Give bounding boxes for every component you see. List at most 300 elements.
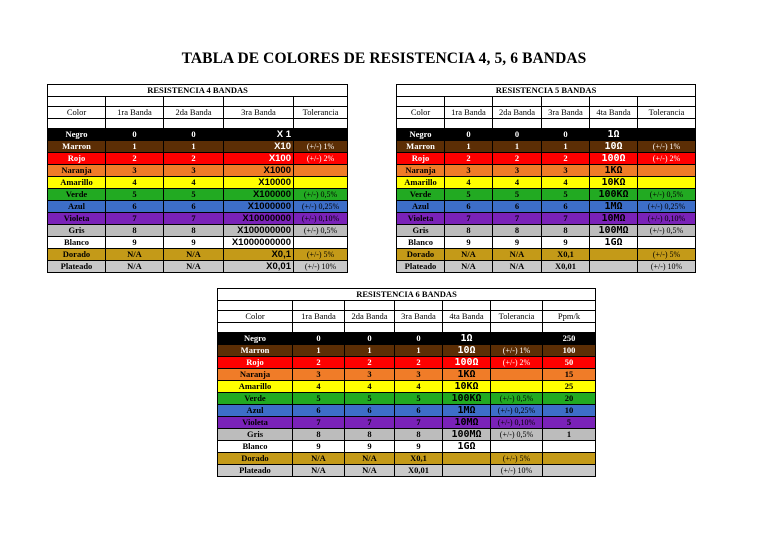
value-cell: 5 <box>395 393 443 405</box>
value-cell: 3 <box>445 165 493 177</box>
value-cell: N/A <box>164 249 224 261</box>
spacer-cell <box>543 323 596 333</box>
color-name-cell: Violeta <box>397 213 445 225</box>
spacer-cell <box>493 119 542 129</box>
column-header: Ppm/k <box>543 311 596 323</box>
color-name-cell: Negro <box>218 333 293 345</box>
value-cell: 15 <box>543 369 596 381</box>
value-cell: 5 <box>542 189 590 201</box>
value-cell: 0 <box>445 129 493 141</box>
color-name-cell: Azul <box>218 405 293 417</box>
value-cell: X1000 <box>224 165 294 177</box>
value-cell: (+/-) 2% <box>638 153 696 165</box>
header-row <box>218 311 596 323</box>
spacer-cell <box>218 301 293 311</box>
value-cell: 6 <box>164 201 224 213</box>
column-header: 3ra Banda <box>542 107 590 119</box>
value-cell: 3 <box>293 369 345 381</box>
value-cell: 1 <box>542 141 590 153</box>
value-cell: X10000000 <box>224 213 294 225</box>
value-cell: 2 <box>164 153 224 165</box>
color-name-cell: Dorado <box>218 453 293 465</box>
value-cell: 9 <box>164 237 224 249</box>
value-cell: 8 <box>293 429 345 441</box>
value-cell: 7 <box>395 417 443 429</box>
spacer-cell <box>638 119 696 129</box>
table-row <box>48 213 348 225</box>
color-name-cell: Plateado <box>397 261 445 273</box>
color-name-cell: Verde <box>218 393 293 405</box>
header-row <box>48 107 348 119</box>
spacer-cell <box>106 119 164 129</box>
value-cell: 4 <box>493 177 542 189</box>
color-name-cell: Rojo <box>48 153 106 165</box>
table-row <box>218 345 596 357</box>
table-row <box>48 177 348 189</box>
value-cell: X10 <box>224 141 294 153</box>
value-cell: (+/-) 0,10% <box>638 213 696 225</box>
table-row <box>48 129 348 141</box>
value-cell: 8 <box>493 225 542 237</box>
value-cell: 0 <box>395 333 443 345</box>
table-row <box>48 165 348 177</box>
value-cell <box>491 441 543 453</box>
table-5-bandas <box>396 84 695 273</box>
table-row <box>397 201 696 213</box>
value-cell: (+/-) 0,5% <box>638 189 696 201</box>
spacer-cell <box>224 119 294 129</box>
table-row <box>397 237 696 249</box>
value-cell: 6 <box>395 405 443 417</box>
value-cell: 100MΩ <box>590 225 638 237</box>
value-cell: 10KΩ <box>443 381 491 393</box>
value-cell: 2 <box>345 357 395 369</box>
color-name-cell: Azul <box>48 201 106 213</box>
value-cell: 1KΩ <box>443 369 491 381</box>
spacer-cell <box>293 301 345 311</box>
value-cell: 0 <box>106 129 164 141</box>
resistor-table <box>217 288 596 477</box>
value-cell: 5 <box>493 189 542 201</box>
color-name-cell: Amarillo <box>218 381 293 393</box>
spacer-cell <box>395 301 443 311</box>
color-name-cell: Plateado <box>218 465 293 477</box>
color-name-cell: Gris <box>48 225 106 237</box>
value-cell: 10 <box>543 405 596 417</box>
spacer-cell <box>294 119 348 129</box>
value-cell: 8 <box>542 225 590 237</box>
value-cell: (+/-) 0,5% <box>491 429 543 441</box>
color-name-cell: Rojo <box>397 153 445 165</box>
value-cell: 6 <box>345 405 395 417</box>
table-row <box>48 237 348 249</box>
value-cell: 9 <box>293 441 345 453</box>
table-row <box>48 153 348 165</box>
table-row <box>218 465 596 477</box>
value-cell: 7 <box>106 213 164 225</box>
value-cell: 2 <box>493 153 542 165</box>
value-cell: (+/-) 1% <box>491 345 543 357</box>
value-cell: (+/-) 0,25% <box>491 405 543 417</box>
column-header: 2da Banda <box>493 107 542 119</box>
table-4-bandas <box>47 84 347 273</box>
value-cell: (+/-) 5% <box>294 249 348 261</box>
value-cell: 1Ω <box>443 333 491 345</box>
spacer-cell <box>395 323 443 333</box>
value-cell: X0,1 <box>395 453 443 465</box>
spacer-cell <box>445 119 493 129</box>
value-cell <box>638 237 696 249</box>
value-cell: (+/-) 0,25% <box>294 201 348 213</box>
table-row <box>397 177 696 189</box>
value-cell: 9 <box>106 237 164 249</box>
value-cell: 6 <box>493 201 542 213</box>
value-cell: 100 <box>543 345 596 357</box>
color-name-cell: Dorado <box>48 249 106 261</box>
value-cell: X 1 <box>224 129 294 141</box>
value-cell: 5 <box>106 189 164 201</box>
column-header: Color <box>397 107 445 119</box>
value-cell: N/A <box>445 261 493 273</box>
value-cell: 1 <box>106 141 164 153</box>
value-cell: 250 <box>543 333 596 345</box>
value-cell <box>294 129 348 141</box>
value-cell <box>543 465 596 477</box>
value-cell: 1GΩ <box>590 237 638 249</box>
value-cell: 2 <box>445 153 493 165</box>
value-cell: 7 <box>542 213 590 225</box>
table-row <box>48 201 348 213</box>
table-row <box>218 333 596 345</box>
value-cell: (+/-) 0,25% <box>638 201 696 213</box>
value-cell: 4 <box>164 177 224 189</box>
table-row <box>48 225 348 237</box>
value-cell: 7 <box>164 213 224 225</box>
value-cell: 10KΩ <box>590 177 638 189</box>
value-cell: 2 <box>106 153 164 165</box>
value-cell: 1MΩ <box>443 405 491 417</box>
value-cell: 1 <box>395 345 443 357</box>
value-cell <box>294 237 348 249</box>
column-header: 2da Banda <box>345 311 395 323</box>
value-cell: (+/-) 0,5% <box>491 393 543 405</box>
value-cell <box>491 369 543 381</box>
value-cell: (+/-) 0,5% <box>294 225 348 237</box>
value-cell: 9 <box>493 237 542 249</box>
spacer-cell <box>542 119 590 129</box>
value-cell: (+/-) 5% <box>491 453 543 465</box>
table-row <box>397 141 696 153</box>
spacer-cell <box>48 97 106 107</box>
color-name-cell: Violeta <box>218 417 293 429</box>
value-cell <box>491 381 543 393</box>
value-cell: X1000000 <box>224 201 294 213</box>
table-6-bandas <box>217 288 595 477</box>
value-cell: 3 <box>395 369 443 381</box>
table-row <box>218 357 596 369</box>
color-name-cell: Naranja <box>397 165 445 177</box>
value-cell: 2 <box>542 153 590 165</box>
color-name-cell: Marron <box>218 345 293 357</box>
spacer-cell <box>491 323 543 333</box>
value-cell <box>638 129 696 141</box>
spacer-cell <box>294 97 348 107</box>
value-cell: 100MΩ <box>443 429 491 441</box>
value-cell: (+/-) 5% <box>638 249 696 261</box>
value-cell <box>543 441 596 453</box>
value-cell: 9 <box>395 441 443 453</box>
value-cell: X0,01 <box>224 261 294 273</box>
value-cell: N/A <box>345 453 395 465</box>
value-cell: 10MΩ <box>590 213 638 225</box>
value-cell: N/A <box>293 453 345 465</box>
value-cell: 10Ω <box>443 345 491 357</box>
value-cell: 100KΩ <box>443 393 491 405</box>
value-cell: 5 <box>164 189 224 201</box>
value-cell: 5 <box>293 393 345 405</box>
value-cell: 1 <box>445 141 493 153</box>
value-cell: 1 <box>493 141 542 153</box>
value-cell: X0,01 <box>542 261 590 273</box>
column-header: 1ra Banda <box>445 107 493 119</box>
value-cell: 1 <box>543 429 596 441</box>
spacer-cell <box>345 301 395 311</box>
spacer-cell <box>293 323 345 333</box>
value-cell: X1000000000 <box>224 237 294 249</box>
value-cell: (+/-) 0,5% <box>638 225 696 237</box>
table-title: RESISTENCIA 5 BANDAS <box>397 85 696 97</box>
column-header: 2da Banda <box>164 107 224 119</box>
value-cell: 1 <box>293 345 345 357</box>
color-name-cell: Rojo <box>218 357 293 369</box>
value-cell: 25 <box>543 381 596 393</box>
color-name-cell: Amarillo <box>397 177 445 189</box>
table-row <box>397 189 696 201</box>
value-cell: (+/-) 10% <box>638 261 696 273</box>
column-header: Color <box>218 311 293 323</box>
value-cell <box>590 261 638 273</box>
value-cell: 4 <box>293 381 345 393</box>
spacer-cell <box>397 97 445 107</box>
value-cell: 10MΩ <box>443 417 491 429</box>
value-cell: 6 <box>542 201 590 213</box>
table-row <box>397 213 696 225</box>
value-cell: N/A <box>493 261 542 273</box>
color-name-cell: Blanco <box>48 237 106 249</box>
value-cell: 3 <box>164 165 224 177</box>
table-row <box>218 369 596 381</box>
value-cell: X10000 <box>224 177 294 189</box>
table-row <box>48 249 348 261</box>
color-name-cell: Marron <box>48 141 106 153</box>
spacer-cell <box>224 97 294 107</box>
value-cell: 10Ω <box>590 141 638 153</box>
value-cell: (+/-) 0,10% <box>294 213 348 225</box>
color-name-cell: Blanco <box>218 441 293 453</box>
table-row <box>48 141 348 153</box>
table-row <box>397 225 696 237</box>
spacer-cell <box>491 301 543 311</box>
value-cell: 2 <box>293 357 345 369</box>
column-header: Tolerancia <box>638 107 696 119</box>
color-name-cell: Negro <box>397 129 445 141</box>
value-cell: N/A <box>345 465 395 477</box>
spacer-cell <box>443 323 491 333</box>
value-cell: 100Ω <box>590 153 638 165</box>
value-cell: X0,1 <box>542 249 590 261</box>
value-cell <box>491 333 543 345</box>
value-cell: (+/-) 1% <box>638 141 696 153</box>
spacer-cell <box>164 119 224 129</box>
value-cell: 50 <box>543 357 596 369</box>
column-header: Color <box>48 107 106 119</box>
value-cell: N/A <box>445 249 493 261</box>
value-cell: 0 <box>542 129 590 141</box>
table-row <box>218 429 596 441</box>
value-cell: 20 <box>543 393 596 405</box>
spacer-cell <box>590 97 638 107</box>
value-cell: X100 <box>224 153 294 165</box>
color-name-cell: Blanco <box>397 237 445 249</box>
value-cell: 9 <box>345 441 395 453</box>
value-cell: 5 <box>445 189 493 201</box>
value-cell: N/A <box>293 465 345 477</box>
value-cell: 6 <box>293 405 345 417</box>
table-row <box>397 153 696 165</box>
column-header: 4ta Banda <box>590 107 638 119</box>
value-cell: 8 <box>445 225 493 237</box>
value-cell: 7 <box>293 417 345 429</box>
value-cell: 6 <box>445 201 493 213</box>
value-cell: 5 <box>543 417 596 429</box>
color-name-cell: Gris <box>218 429 293 441</box>
resistor-table <box>47 84 348 273</box>
table-title: RESISTENCIA 6 BANDAS <box>218 289 596 301</box>
spacer-cell <box>590 119 638 129</box>
value-cell: 1Ω <box>590 129 638 141</box>
value-cell: 3 <box>493 165 542 177</box>
value-cell: 9 <box>542 237 590 249</box>
page-title: TABLA DE COLORES DE RESISTENCIA 4, 5, 6 BANDAS <box>181 50 587 67</box>
color-name-cell: Negro <box>48 129 106 141</box>
value-cell: 1 <box>345 345 395 357</box>
value-cell <box>543 453 596 465</box>
value-cell <box>443 453 491 465</box>
column-header: Tolerancia <box>294 107 348 119</box>
table-row <box>218 441 596 453</box>
value-cell: 9 <box>445 237 493 249</box>
value-cell: (+/-) 0,5% <box>294 189 348 201</box>
color-name-cell: Marron <box>397 141 445 153</box>
value-cell: X100000000 <box>224 225 294 237</box>
table-row <box>218 417 596 429</box>
value-cell: (+/-) 10% <box>491 465 543 477</box>
spacer-cell <box>106 97 164 107</box>
value-cell: 0 <box>345 333 395 345</box>
header-row <box>397 107 696 119</box>
value-cell: X0,01 <box>395 465 443 477</box>
spacer-cell <box>443 301 491 311</box>
value-cell <box>638 177 696 189</box>
table-title: RESISTENCIA 4 BANDAS <box>48 85 348 97</box>
resistor-table <box>396 84 696 273</box>
value-cell: 4 <box>445 177 493 189</box>
value-cell: 8 <box>106 225 164 237</box>
value-cell: N/A <box>106 249 164 261</box>
value-cell: 1 <box>164 141 224 153</box>
value-cell: 8 <box>345 429 395 441</box>
table-row <box>218 405 596 417</box>
value-cell: 1KΩ <box>590 165 638 177</box>
value-cell <box>443 465 491 477</box>
color-name-cell: Plateado <box>48 261 106 273</box>
value-cell: 8 <box>164 225 224 237</box>
value-cell: 0 <box>493 129 542 141</box>
table-row <box>218 453 596 465</box>
value-cell: 7 <box>345 417 395 429</box>
table-row <box>48 189 348 201</box>
color-name-cell: Violeta <box>48 213 106 225</box>
value-cell: 3 <box>542 165 590 177</box>
column-header: 3ra Banda <box>224 107 294 119</box>
column-header: Tolerancia <box>491 311 543 323</box>
color-name-cell: Verde <box>397 189 445 201</box>
value-cell: 6 <box>106 201 164 213</box>
value-cell: 8 <box>395 429 443 441</box>
value-cell: 5 <box>345 393 395 405</box>
value-cell: 0 <box>293 333 345 345</box>
value-cell: X0,1 <box>224 249 294 261</box>
table-row <box>48 261 348 273</box>
value-cell: N/A <box>493 249 542 261</box>
spacer-cell <box>493 97 542 107</box>
spacer-cell <box>397 119 445 129</box>
spacer-cell <box>345 323 395 333</box>
table-row <box>397 249 696 261</box>
value-cell: 0 <box>164 129 224 141</box>
value-cell: 1GΩ <box>443 441 491 453</box>
value-cell: 1MΩ <box>590 201 638 213</box>
value-cell: (+/-) 2% <box>294 153 348 165</box>
value-cell: 4 <box>345 381 395 393</box>
value-cell: 4 <box>106 177 164 189</box>
spacer-cell <box>218 323 293 333</box>
spacer-cell <box>542 97 590 107</box>
value-cell: 4 <box>395 381 443 393</box>
spacer-cell <box>48 119 106 129</box>
value-cell <box>294 177 348 189</box>
color-name-cell: Verde <box>48 189 106 201</box>
value-cell: N/A <box>164 261 224 273</box>
value-cell: N/A <box>106 261 164 273</box>
value-cell <box>294 165 348 177</box>
value-cell: 3 <box>345 369 395 381</box>
color-name-cell: Dorado <box>397 249 445 261</box>
table-row <box>397 261 696 273</box>
spacer-cell <box>543 301 596 311</box>
color-name-cell: Naranja <box>48 165 106 177</box>
value-cell: 7 <box>445 213 493 225</box>
value-cell: 7 <box>493 213 542 225</box>
value-cell <box>590 249 638 261</box>
value-cell: X100000 <box>224 189 294 201</box>
column-header: 1ra Banda <box>293 311 345 323</box>
value-cell: 2 <box>395 357 443 369</box>
value-cell: (+/-) 2% <box>491 357 543 369</box>
column-header: 3ra Banda <box>395 311 443 323</box>
value-cell: 100Ω <box>443 357 491 369</box>
value-cell <box>638 165 696 177</box>
